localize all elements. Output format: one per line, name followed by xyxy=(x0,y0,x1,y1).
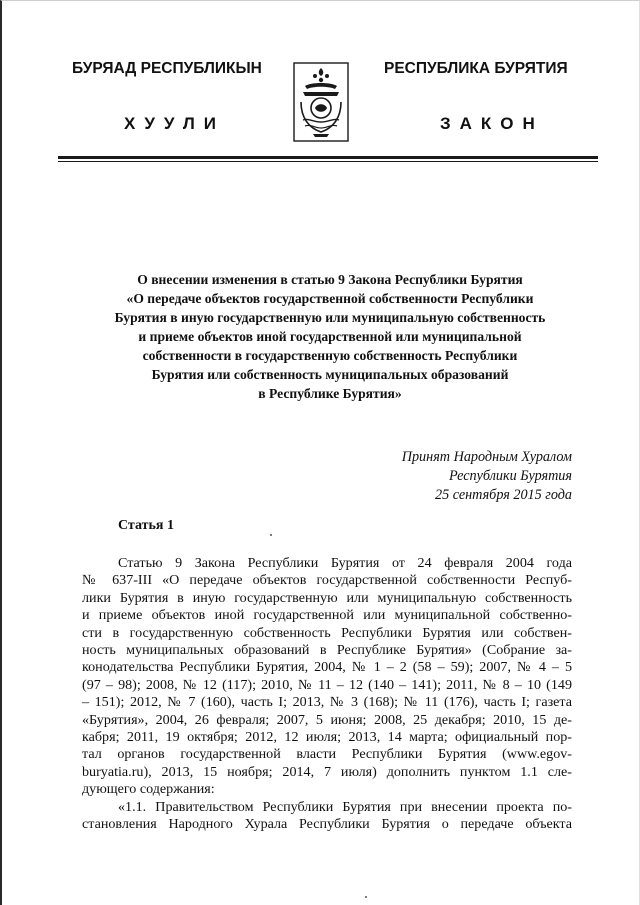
header-left-title: БУРЯАД РЕСПУБЛИКЫН xyxy=(72,60,262,77)
body-line: сти в государственную собственность Республики Бурятия или собствен- xyxy=(82,624,572,641)
scan-speck xyxy=(365,896,367,898)
header-left-doc-type: ХУУЛИ xyxy=(124,114,225,133)
header-right-doc-type: ЗАКОН xyxy=(440,114,544,133)
body-line: buryatia.ru), 2013, 15 ноября; 2014, 7 июля) дополнить пунктом 1.1 сле- xyxy=(82,763,572,780)
law-title xyxy=(70,270,590,403)
body-line: становления Народного Хурала Республики Бурятия о передаче объекта xyxy=(82,816,572,833)
law-title-line: собственности в государственную собственность Республики xyxy=(142,348,518,363)
adoption-note xyxy=(402,448,572,505)
article-body xyxy=(82,555,572,834)
body-line: – 151); 2012, № 7 (160), часть I; 2013, № 3 (168); № 11 (176), часть I; газета xyxy=(82,694,572,711)
body-line: «Бурятия», 2004, 26 февраля; 2007, 5 июня; 2008, 25 декабря; 2010, 15 де- xyxy=(82,711,572,728)
law-title-line: «О передаче объектов государственной собственности Республики xyxy=(126,291,534,306)
header-right-title: РЕСПУБЛИКА БУРЯТИЯ xyxy=(384,60,568,77)
adoption-note-line: Принят Народным Хуралом xyxy=(401,449,572,465)
header-divider-thin xyxy=(58,161,598,162)
body-line: лики Бурятия в иную государственную или муниципальную собственность xyxy=(82,589,572,606)
scan-speck xyxy=(270,534,272,536)
law-title-line: Бурятия в иную государственную или муниципальную собственность xyxy=(114,310,546,325)
coat-of-arms-icon xyxy=(293,62,349,142)
law-title-line: в Республике Бурятия» xyxy=(258,386,402,401)
body-line: кабря; 2011, 19 октября; 2012, 12 июля; 2013, 14 марта; официальный пор- xyxy=(82,729,572,746)
body-line: ность муниципальных образований в Республике Бурятия» (Собрание за- xyxy=(82,642,572,659)
body-line: Статью 9 Закона Республики Бурятия от 24 февраля 2004 года xyxy=(118,555,572,571)
article-heading: Статья 1 xyxy=(118,518,174,533)
body-line: № 637-III «О передаче объектов государственной собственности Респуб- xyxy=(82,572,572,589)
body-line: (97 – 98); 2008, № 12 (117); 2010, № 11 – 12 (140 – 141); 2011, № 8 – 10 (149 xyxy=(82,676,572,693)
body-line: «1.1. Правительством Республики Бурятия при внесении проекта по- xyxy=(118,798,572,815)
header-divider-thick xyxy=(58,156,598,159)
body-line: тал органов государственной власти Республики Бурятия (www.egov- xyxy=(82,746,572,763)
law-title-line: О внесении изменения в статью 9 Закона Республики Бурятия xyxy=(137,272,523,287)
law-title-line: и приеме объектов иной государственной или муниципальной xyxy=(138,329,522,344)
body-line: и приеме объектов иной государственной или муниципальной собственно- xyxy=(82,607,572,624)
body-line: дующего содержания: xyxy=(82,781,215,798)
adoption-note-line: Республики Бурятия xyxy=(448,468,572,484)
body-line: конодательства Республики Бурятия, 2004, № 1 – 2 (58 – 59); 2007, № 4 – 5 xyxy=(82,659,572,676)
law-title-line: Бурятия или собственность муниципальных образований xyxy=(151,367,509,382)
adoption-date: 25 сентября 2015 года xyxy=(434,487,572,503)
